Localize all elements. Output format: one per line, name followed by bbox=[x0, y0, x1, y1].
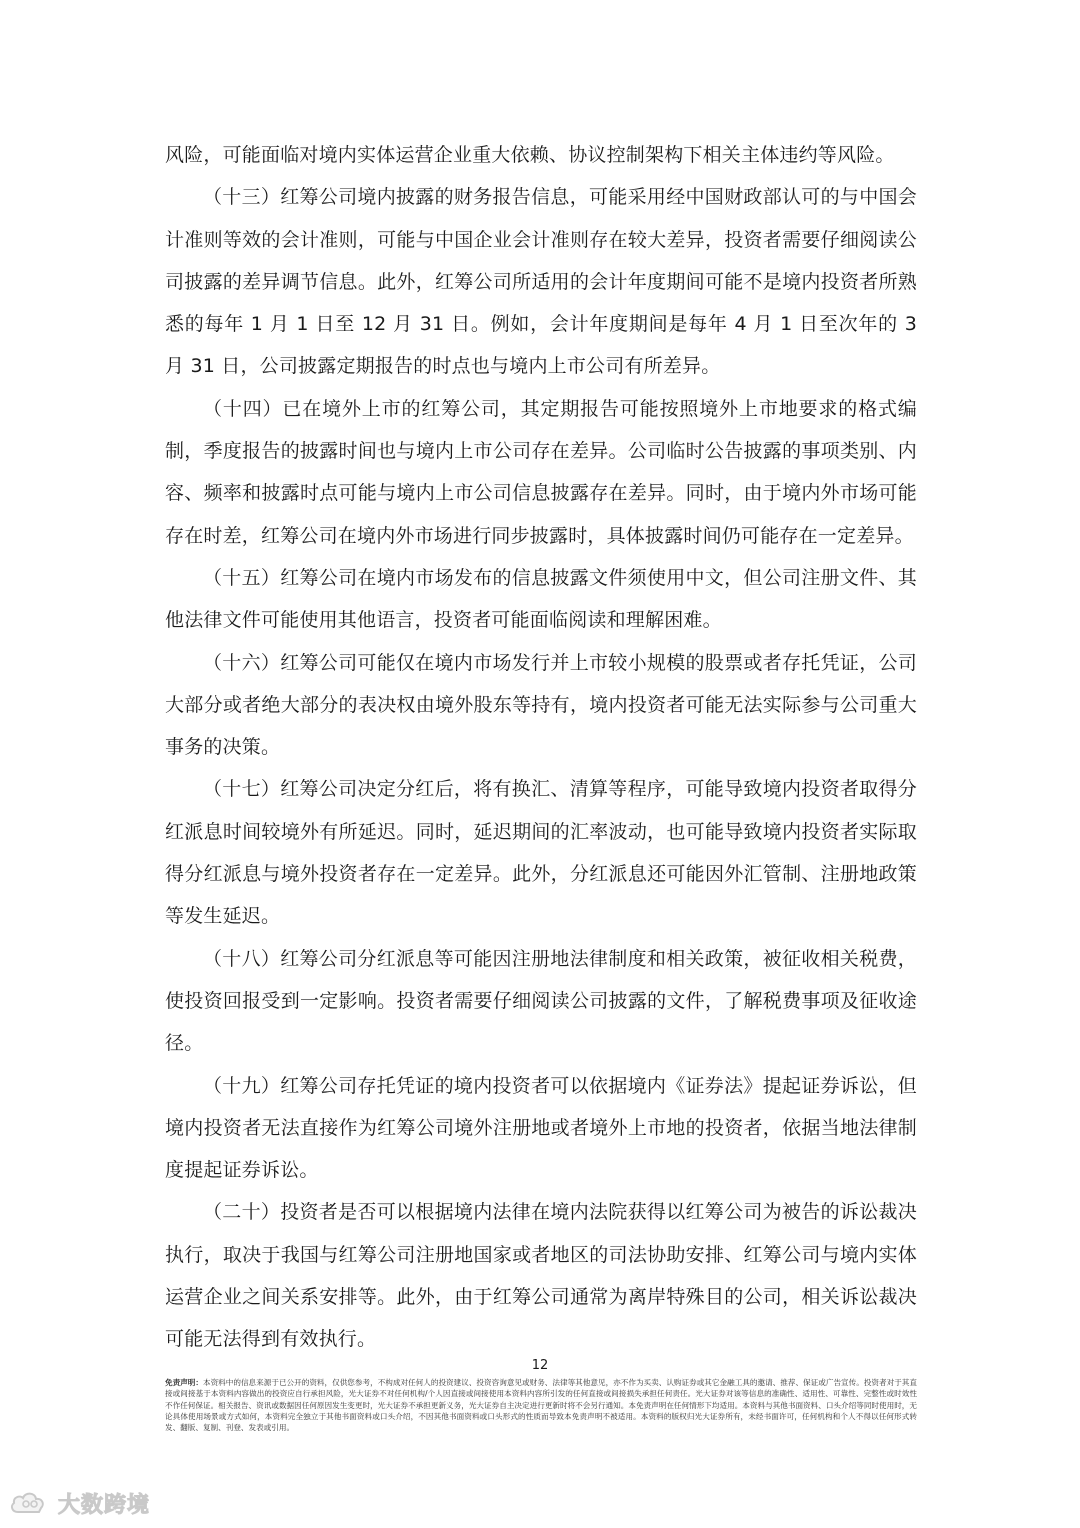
paragraph-14: （十四）已在境外上市的红筹公司，其定期报告可能按照境外上市地要求的格式编制，季度报告的披露时间也与境内上市公司存在差异。公司临时公告披露的事项类别、内容、频率和披露时点可能与境内上市公司信息披露存在差异。同时，由于境内外市场可能存在时差，红筹公司在境内外市场进行同步披露时，具体披露时间仍可能存在一定差异。 bbox=[165, 397, 917, 547]
page-number: 12 bbox=[531, 1358, 549, 1373]
paragraph-18: （十八）红筹公司分红派息等可能因注册地法律制度和相关政策，被征收相关税费，使投资回报受到一定影响。投资者需要仔细阅读公司披露的文件，了解税费事项及征收途径。 bbox=[165, 947, 917, 1055]
disclaimer-text: 本资料中的信息来源于已公开的资料，仅供您参考，不构成对任何人的投资建议、投资咨询意见或财务、法律等其他意见，亦不作为买卖、认购证券或其它金融工具的邀请、推荐、保证或广告宣传。投资者对于其直接或间接基于本资料内容做出的投资应自行承担风险，光大证券不对任何机构/个人因直接或间接使用本资料内容所引发的任何直接或间接损失承担任何责任。光大证券对该等信息的准确性、适用性、可靠性、完整性或时效性不作任何保证。相关报告、资讯或数据因任何原因发生变更时，光大证券不承担更新义务，光大证券自主决定进行更新时将不会另行通知。本免责声明在任何情形下均适用。本资料与其他书面资料、口头介绍等同时使用时，无论具体使用场景或方式如何，本资料完全独立于其他书面资料或口头介绍，不因其他书面资料或口头形式的性质而导致本免责声明不被适用。本资料的版权归光大证券所有，未经书面许可，任何机构和个人不得以任何形式转发、翻版、复制、刊登、发表或引用。 bbox=[165, 1378, 917, 1433]
paragraph-20: （二十）投资者是否可以根据境内法律在境内法院获得以红筹公司为被告的诉讼裁决执行，取决于我国与红筹公司注册地国家或者地区的司法协助安排、红筹公司与境内实体运营企业之间关系安排等。此外，由于红筹公司通常为离岸特殊目的公司，相关诉讼裁决可能无法得到有效执行。 bbox=[165, 1201, 917, 1351]
paragraph-16: （十六）红筹公司可能仅在境内市场发行并上市较小规模的股票或者存托凭证，公司大部分或者绝大部分的表决权由境外股东等持有，境内投资者可能无法实际参与公司重大事务的决策。 bbox=[165, 651, 917, 759]
paragraph-17: （十七）红筹公司决定分红后，将有换汇、清算等程序，可能导致境内投资者取得分红派息时间较境外有所延迟。同时，延迟期间的汇率波动，也可能导致境内投资者实际取得分红派息与境外投资者存在一定差异。此外，分红派息还可能因外汇管制、注册地政策等发生延迟。 bbox=[165, 778, 917, 928]
document-body bbox=[165, 134, 917, 1361]
watermark bbox=[8, 1486, 150, 1520]
watermark-text: 大数跨境 bbox=[58, 1492, 151, 1518]
paragraph-15: （十五）红筹公司在境内市场发布的信息披露文件须使用中文，但公司注册文件、其他法律文件可能使用其他语言，投资者可能面临阅读和理解困难。 bbox=[165, 566, 917, 632]
disclaimer-label: 免责声明： bbox=[165, 1378, 203, 1387]
cloud-logo-icon bbox=[8, 1488, 52, 1518]
paragraph-19: （十九）红筹公司存托凭证的境内投资者可以依据境内《证券法》提起证券诉讼，但境内投资者无法直接作为红筹公司境外注册地或者境外上市地的投资者，依据当地法律制度提起证券诉讼。 bbox=[165, 1074, 917, 1182]
paragraph-13: （十三）红筹公司境内披露的财务报告信息，可能采用经中国财政部认可的与中国会计准则等效的会计准则，可能与中国企业会计准则存在较大差异，投资者需要仔细阅读公司披露的差异调节信息。此外，红筹公司所适用的会计年度期间可能不是境内投资者所熟悉的每年 1 月 1 日至 12 月 31 日。例如，会计年度期间是每年 4 月 1 日至次年的 3 月 31 日，公司披露定期报告的时点也与境内上市公司有所差异。 bbox=[165, 186, 917, 378]
paragraph-continuation: 风险，可能面临对境内实体运营企业重大依赖、协议控制架构下相关主体违约等风险。 bbox=[165, 144, 895, 166]
disclaimer bbox=[165, 1377, 917, 1433]
